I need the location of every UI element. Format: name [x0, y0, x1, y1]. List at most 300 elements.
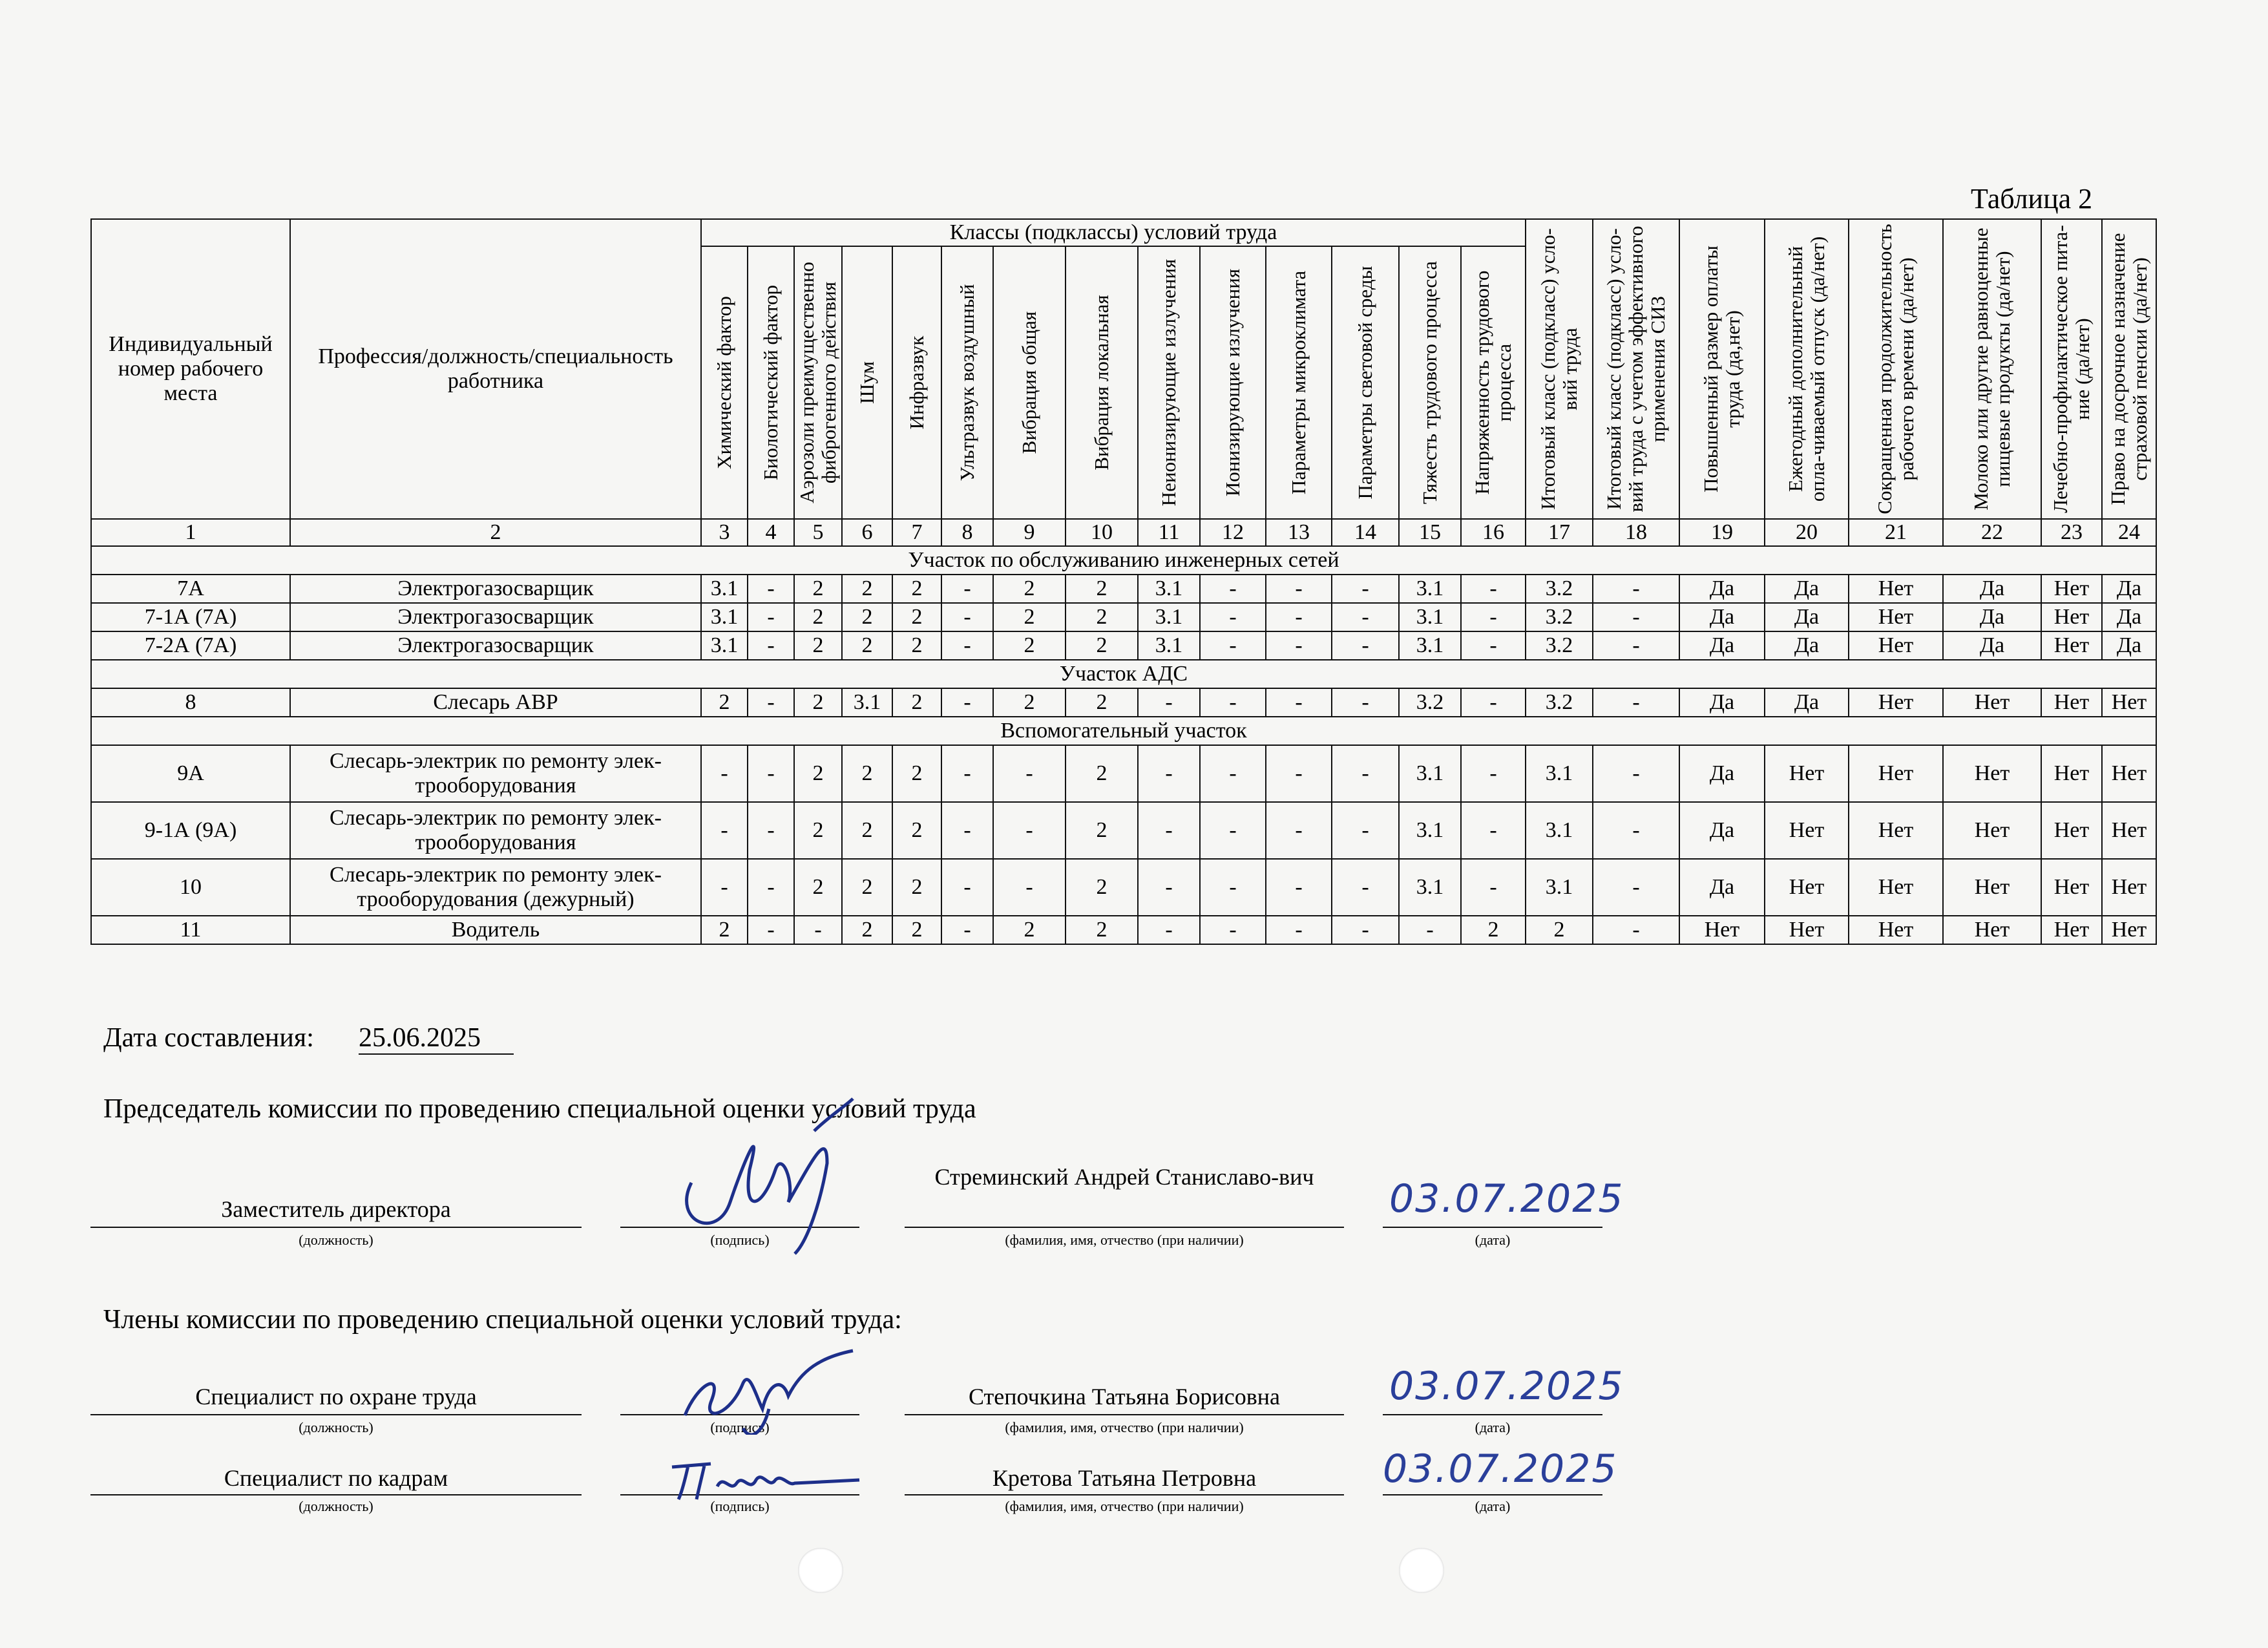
workplace-id: 7А — [91, 575, 290, 603]
section-title: Вспомогательный участок — [91, 717, 2156, 745]
value-cell: - — [1593, 631, 1679, 660]
value-cell: 2 — [993, 916, 1066, 944]
value-cell: Нет — [2102, 859, 2156, 916]
value-cell: Нет — [1765, 745, 1849, 802]
value-cell: - — [1461, 802, 1526, 859]
section-row — [91, 660, 2156, 688]
value-cell: Нет — [2041, 575, 2102, 603]
value-cell: Нет — [1849, 916, 1943, 944]
value-cell: - — [1138, 859, 1200, 916]
header-result-label: Молоко или другие равноценные пищевые продукты (да/нет) — [1969, 227, 2015, 511]
header-result-label: Повышенный размер оплаты труда (да,нет) — [1699, 246, 1745, 492]
value-cell: 2 — [842, 802, 892, 859]
column-number: 5 — [794, 519, 842, 546]
sig3-position-line — [90, 1494, 582, 1495]
value-cell: - — [1332, 859, 1399, 916]
profession: Слесарь-электрик по ремонту элек-трооборудования — [290, 802, 701, 859]
value-cell: Нет — [1943, 745, 2041, 802]
value-cell: Да — [1679, 575, 1765, 603]
value-cell: - — [1138, 916, 1200, 944]
header-factor-col — [1200, 246, 1266, 519]
value-cell: Нет — [1849, 859, 1943, 916]
sig1-name: Стреминский Андрей Станиславо-вич — [934, 1164, 1314, 1190]
value-cell: Нет — [1765, 859, 1849, 916]
value-cell: - — [1593, 745, 1679, 802]
value-cell: - — [1200, 802, 1266, 859]
sig3-position: Специалист по кадрам — [224, 1465, 448, 1491]
column-number: 21 — [1849, 519, 1943, 546]
date-label: Дата составления: — [103, 1023, 314, 1053]
header-factor-col — [842, 246, 892, 519]
column-number: 11 — [1138, 519, 1200, 546]
punch-hole-right — [1399, 1548, 1444, 1593]
value-cell: - — [1200, 603, 1266, 631]
value-cell: - — [701, 802, 748, 859]
value-cell: 2 — [1066, 916, 1138, 944]
sig1-position: Заместитель директора — [221, 1196, 451, 1222]
value-cell: Да — [1679, 688, 1765, 717]
column-number: 6 — [842, 519, 892, 546]
value-cell: 2 — [794, 575, 842, 603]
header-profession: Профессия/должность/специальность работника — [290, 219, 701, 519]
workplace-id: 9-1А (9А) — [91, 802, 290, 859]
header-result-label: Право на досрочное назначение страховой пенсии (да/нет) — [2106, 233, 2152, 505]
value-cell: 2 — [892, 631, 941, 660]
section-row — [91, 717, 2156, 745]
caption-position: (должность) — [299, 1232, 373, 1248]
header-factor-label: Аэрозоли преимущественно фиброгенного действия — [795, 262, 840, 503]
value-cell: - — [748, 688, 794, 717]
header-factor-col — [1461, 246, 1526, 519]
column-number: 24 — [2102, 519, 2156, 546]
column-number: 7 — [892, 519, 941, 546]
header-result-label: Сокращенная продолжительность рабочего времени (да/нет) — [1873, 224, 1918, 514]
value-cell: - — [1266, 916, 1332, 944]
sig1-date: 03.07.2025 — [1389, 1176, 1624, 1221]
value-cell: Нет — [1943, 688, 2041, 717]
value-cell: - — [748, 603, 794, 631]
value-cell: Нет — [2102, 688, 2156, 717]
value-cell: - — [1200, 688, 1266, 717]
workplace-id: 8 — [91, 688, 290, 717]
value-cell: Нет — [2041, 802, 2102, 859]
value-cell: - — [1138, 688, 1200, 717]
caption-name-2: (фамилия, имя, отчество (при наличии) — [1005, 1419, 1244, 1435]
workplace-id: 9А — [91, 745, 290, 802]
value-cell: 3.1 — [701, 603, 748, 631]
value-cell: - — [1332, 802, 1399, 859]
value-cell: - — [701, 859, 748, 916]
value-cell: 2 — [842, 603, 892, 631]
column-number: 9 — [993, 519, 1066, 546]
value-cell: - — [794, 916, 842, 944]
column-number: 22 — [1943, 519, 2041, 546]
value-cell: - — [1266, 859, 1332, 916]
value-cell: - — [1200, 745, 1266, 802]
value-cell: 2 — [993, 575, 1066, 603]
value-cell: 3.2 — [1526, 631, 1593, 660]
sig2-name: Степочкина Татьяна Борисовна — [969, 1384, 1280, 1410]
header-factor-col — [941, 246, 993, 519]
value-cell: 3.1 — [1399, 745, 1461, 802]
value-cell: - — [1593, 575, 1679, 603]
date-value: 25.06.2025 — [359, 1023, 481, 1053]
value-cell: 2 — [993, 603, 1066, 631]
value-cell: 2 — [892, 916, 941, 944]
header-result-label: Лечебно-профилактическое пита-ние (да/нет) — [2048, 225, 2094, 513]
value-cell: 2 — [1066, 859, 1138, 916]
column-number: 4 — [748, 519, 794, 546]
value-cell: Нет — [1849, 745, 1943, 802]
value-cell: - — [748, 745, 794, 802]
caption-signature-2: (подпись) — [710, 1419, 770, 1435]
value-cell: 2 — [794, 688, 842, 717]
value-cell: - — [1332, 688, 1399, 717]
header-factor-label: Инфразвук — [905, 335, 928, 430]
workplace-id: 10 — [91, 859, 290, 916]
value-cell: - — [1138, 802, 1200, 859]
value-cell: - — [748, 631, 794, 660]
table-row — [91, 631, 2156, 660]
value-cell: 3.1 — [1526, 745, 1593, 802]
header-factor-label: Тяжесть трудового процесса — [1418, 260, 1441, 505]
value-cell: Да — [1765, 631, 1849, 660]
value-cell: - — [748, 859, 794, 916]
table-row — [91, 575, 2156, 603]
value-cell: Да — [1679, 859, 1765, 916]
table-row — [91, 603, 2156, 631]
value-cell: 3.1 — [1138, 575, 1200, 603]
value-cell: Нет — [2102, 916, 2156, 944]
value-cell: Нет — [2102, 802, 2156, 859]
header-result-col — [1679, 219, 1765, 519]
value-cell: 2 — [1066, 603, 1138, 631]
profession: Электрогазосварщик — [290, 575, 701, 603]
value-cell: - — [1593, 859, 1679, 916]
value-cell: 2 — [794, 802, 842, 859]
header-factor-label: Ионизирующие излучения — [1221, 268, 1244, 497]
value-cell: 3.2 — [1399, 688, 1461, 717]
column-number: 18 — [1593, 519, 1679, 546]
value-cell: - — [1266, 575, 1332, 603]
value-cell: 2 — [842, 631, 892, 660]
value-cell: - — [1266, 688, 1332, 717]
value-cell: Да — [2102, 575, 2156, 603]
value-cell: 2 — [842, 859, 892, 916]
value-cell: 3.1 — [1526, 859, 1593, 916]
column-number: 19 — [1679, 519, 1765, 546]
sig3-name: Кретова Татьяна Петровна — [992, 1465, 1257, 1491]
value-cell: Да — [1943, 575, 2041, 603]
header-factor-col — [701, 246, 748, 519]
sig2-signature-image — [672, 1344, 866, 1435]
column-number: 13 — [1266, 519, 1332, 546]
sig2-name-line — [905, 1414, 1344, 1415]
value-cell: - — [941, 631, 993, 660]
value-cell: - — [1332, 631, 1399, 660]
header-factor-col — [993, 246, 1066, 519]
value-cell: 2 — [794, 631, 842, 660]
column-number: 20 — [1765, 519, 1849, 546]
value-cell: 3.1 — [701, 631, 748, 660]
value-cell: - — [993, 859, 1066, 916]
value-cell: - — [1461, 859, 1526, 916]
header-factor-label: Вибрация общая — [1017, 311, 1040, 454]
column-number: 23 — [2041, 519, 2102, 546]
value-cell: - — [748, 575, 794, 603]
section-title: Участок по обслуживанию инженерных сетей — [91, 546, 2156, 575]
value-cell: - — [941, 802, 993, 859]
value-cell: 2 — [1526, 916, 1593, 944]
value-cell: - — [1461, 603, 1526, 631]
profession: Электрогазосварщик — [290, 603, 701, 631]
profession: Слесарь-электрик по ремонту элек-трооборудования (дежурный) — [290, 859, 701, 916]
header-factor-col — [1399, 246, 1461, 519]
workplace-id: 11 — [91, 916, 290, 944]
sig3-signature-image — [666, 1454, 866, 1506]
members-label: Члены комиссии по проведению специальной оценки условий труда: — [103, 1305, 902, 1335]
value-cell: 2 — [701, 916, 748, 944]
value-cell: - — [941, 688, 993, 717]
value-cell: Нет — [1679, 916, 1765, 944]
header-factor-label: Шум — [855, 361, 878, 404]
header-factor-label: Биологический фактор — [759, 284, 782, 481]
value-cell: 2 — [794, 745, 842, 802]
header-result-label: Ежегодный дополнительный опла-чиваемый отпуск (да/нет) — [1783, 236, 1829, 502]
value-cell: Нет — [2041, 631, 2102, 660]
profession: Электрогазосварщик — [290, 631, 701, 660]
value-cell: - — [941, 859, 993, 916]
value-cell: 3.1 — [1399, 859, 1461, 916]
value-cell: - — [1593, 603, 1679, 631]
value-cell: - — [1266, 603, 1332, 631]
value-cell: Нет — [1943, 859, 2041, 916]
value-cell: - — [1332, 603, 1399, 631]
value-cell: 3.1 — [1399, 575, 1461, 603]
caption-date: (дата) — [1475, 1232, 1511, 1248]
profession: Слесарь-электрик по ремонту элек-трооборудования — [290, 745, 701, 802]
value-cell: - — [993, 802, 1066, 859]
header-factor-col — [1066, 246, 1138, 519]
value-cell: - — [1461, 688, 1526, 717]
value-cell: - — [993, 745, 1066, 802]
column-number: 3 — [701, 519, 748, 546]
section-title: Участок АДС — [91, 660, 2156, 688]
header-factor-col — [892, 246, 941, 519]
header-id: Индивидуальный номер рабочего места — [91, 219, 290, 519]
value-cell: - — [1399, 916, 1461, 944]
value-cell: Нет — [1849, 575, 1943, 603]
column-number: 8 — [941, 519, 993, 546]
table-row — [91, 859, 2156, 916]
caption-signature: (подпись) — [710, 1232, 770, 1248]
sig3-date: 03.07.2025 — [1383, 1446, 1618, 1492]
value-cell: 2 — [842, 575, 892, 603]
column-number: 10 — [1066, 519, 1138, 546]
value-cell: Нет — [2041, 603, 2102, 631]
value-cell: - — [1332, 745, 1399, 802]
value-cell: - — [1200, 916, 1266, 944]
column-number: 15 — [1399, 519, 1461, 546]
value-cell: 3.1 — [1138, 603, 1200, 631]
column-number: 17 — [1526, 519, 1593, 546]
sig1-position-line — [90, 1227, 582, 1228]
value-cell: 3.1 — [1399, 802, 1461, 859]
column-number: 12 — [1200, 519, 1266, 546]
profession: Водитель — [290, 916, 701, 944]
table-row — [91, 916, 2156, 944]
sig1-date-line — [1383, 1227, 1602, 1228]
header-factor-col — [1266, 246, 1332, 519]
sig1-name-line — [905, 1227, 1344, 1228]
value-cell: - — [1461, 575, 1526, 603]
caption-name-3: (фамилия, имя, отчество (при наличии) — [1005, 1498, 1244, 1514]
value-cell: 3.1 — [842, 688, 892, 717]
value-cell: Нет — [2102, 745, 2156, 802]
value-cell: - — [941, 603, 993, 631]
header-result-col — [1849, 219, 1943, 519]
value-cell: Да — [2102, 603, 2156, 631]
value-cell: 2 — [1461, 916, 1526, 944]
value-cell: 2 — [842, 916, 892, 944]
value-cell: - — [748, 802, 794, 859]
value-cell: - — [1138, 745, 1200, 802]
sig2-date: 03.07.2025 — [1389, 1364, 1624, 1409]
value-cell: 2 — [1066, 631, 1138, 660]
punch-hole-left — [798, 1548, 843, 1593]
value-cell: 2 — [794, 603, 842, 631]
value-cell: - — [1266, 802, 1332, 859]
value-cell: 2 — [1066, 745, 1138, 802]
value-cell: 3.1 — [701, 575, 748, 603]
value-cell: 2 — [1066, 688, 1138, 717]
value-cell: Да — [1679, 603, 1765, 631]
section-row — [91, 546, 2156, 575]
value-cell: 2 — [892, 745, 941, 802]
value-cell: - — [941, 745, 993, 802]
header-result-col — [2041, 219, 2102, 519]
header-result-label: Итоговый класс (подкласс) усло-вий труда с учетом эффективного применения СИЗ — [1602, 226, 1670, 512]
table-row — [91, 802, 2156, 859]
value-cell: - — [1593, 802, 1679, 859]
value-cell: 2 — [892, 802, 941, 859]
header-classes-group: Классы (подклассы) условий труда — [701, 219, 1526, 246]
value-cell: Да — [1679, 802, 1765, 859]
value-cell: 3.1 — [1399, 631, 1461, 660]
value-cell: Нет — [1849, 631, 1943, 660]
value-cell: Нет — [1943, 916, 2041, 944]
header-factor-col — [794, 246, 842, 519]
value-cell: Нет — [1849, 688, 1943, 717]
value-cell: - — [1332, 575, 1399, 603]
caption-date-3: (дата) — [1475, 1498, 1511, 1514]
value-cell: - — [1593, 916, 1679, 944]
header-factor-col — [748, 246, 794, 519]
sig1-signature-image — [666, 1092, 859, 1260]
value-cell: Нет — [1765, 916, 1849, 944]
sig3-name-line — [905, 1494, 1344, 1495]
value-cell: 2 — [993, 688, 1066, 717]
chair-label: Председатель комиссии по проведению специальной оценки условий труда — [103, 1094, 976, 1124]
column-number: 14 — [1332, 519, 1399, 546]
value-cell: 2 — [701, 688, 748, 717]
value-cell: 3.2 — [1526, 603, 1593, 631]
value-cell: Да — [1679, 631, 1765, 660]
value-cell: 3.1 — [1138, 631, 1200, 660]
value-cell: - — [1266, 631, 1332, 660]
header-factor-label: Параметры световой среды — [1353, 266, 1376, 500]
value-cell: 3.2 — [1526, 688, 1593, 717]
caption-position-3: (должность) — [299, 1498, 373, 1514]
value-cell: - — [1266, 745, 1332, 802]
value-cell: 3.1 — [1399, 603, 1461, 631]
sig2-date-line — [1383, 1414, 1602, 1415]
value-cell: Нет — [2041, 688, 2102, 717]
value-cell: 2 — [1066, 802, 1138, 859]
value-cell: Да — [1765, 688, 1849, 717]
value-cell: Да — [1765, 603, 1849, 631]
value-cell: - — [941, 916, 993, 944]
caption-position-2: (должность) — [299, 1419, 373, 1435]
value-cell: - — [1593, 688, 1679, 717]
value-cell: 2 — [1066, 575, 1138, 603]
value-cell: Да — [1943, 603, 2041, 631]
value-cell: - — [1200, 631, 1266, 660]
value-cell: Нет — [1849, 802, 1943, 859]
value-cell: - — [1461, 631, 1526, 660]
value-cell: - — [701, 745, 748, 802]
value-cell: 2 — [892, 575, 941, 603]
table-row — [91, 688, 2156, 717]
value-cell: Нет — [1943, 802, 2041, 859]
column-number: 16 — [1461, 519, 1526, 546]
value-cell: 2 — [892, 688, 941, 717]
column-number: 2 — [290, 519, 701, 546]
header-factor-label: Ультразвук воздушный — [955, 284, 978, 481]
value-cell: 3.1 — [1526, 802, 1593, 859]
value-cell: - — [1332, 916, 1399, 944]
value-cell: Да — [2102, 631, 2156, 660]
table-row — [91, 745, 2156, 802]
value-cell: Нет — [2041, 916, 2102, 944]
column-numbers-row — [91, 519, 2156, 546]
value-cell: Да — [1679, 745, 1765, 802]
sig2-position-line — [90, 1414, 582, 1415]
date-underline — [359, 1053, 514, 1055]
workplace-id: 7-1А (7А) — [91, 603, 290, 631]
value-cell: - — [748, 916, 794, 944]
workplace-id: 7-2А (7А) — [91, 631, 290, 660]
sig2-position: Специалист по охране труда — [195, 1384, 477, 1410]
value-cell: 2 — [892, 859, 941, 916]
value-cell: Да — [1943, 631, 2041, 660]
caption-signature-3: (подпись) — [710, 1498, 770, 1514]
header-result-col — [1593, 219, 1679, 519]
value-cell: Нет — [2041, 745, 2102, 802]
value-cell: 2 — [892, 603, 941, 631]
column-number: 1 — [91, 519, 290, 546]
value-cell: - — [1461, 745, 1526, 802]
value-cell: - — [1200, 575, 1266, 603]
header-factor-label: Химический фактор — [712, 296, 735, 469]
working-conditions-table — [90, 218, 2157, 945]
value-cell: - — [1200, 859, 1266, 916]
value-cell: 2 — [842, 745, 892, 802]
header-factor-label: Вибрация локальная — [1089, 295, 1113, 470]
table-title: Таблица 2 — [1971, 183, 2093, 215]
header-factor-col — [1332, 246, 1399, 519]
header-factor-label: Параметры микроклимата — [1286, 270, 1310, 495]
